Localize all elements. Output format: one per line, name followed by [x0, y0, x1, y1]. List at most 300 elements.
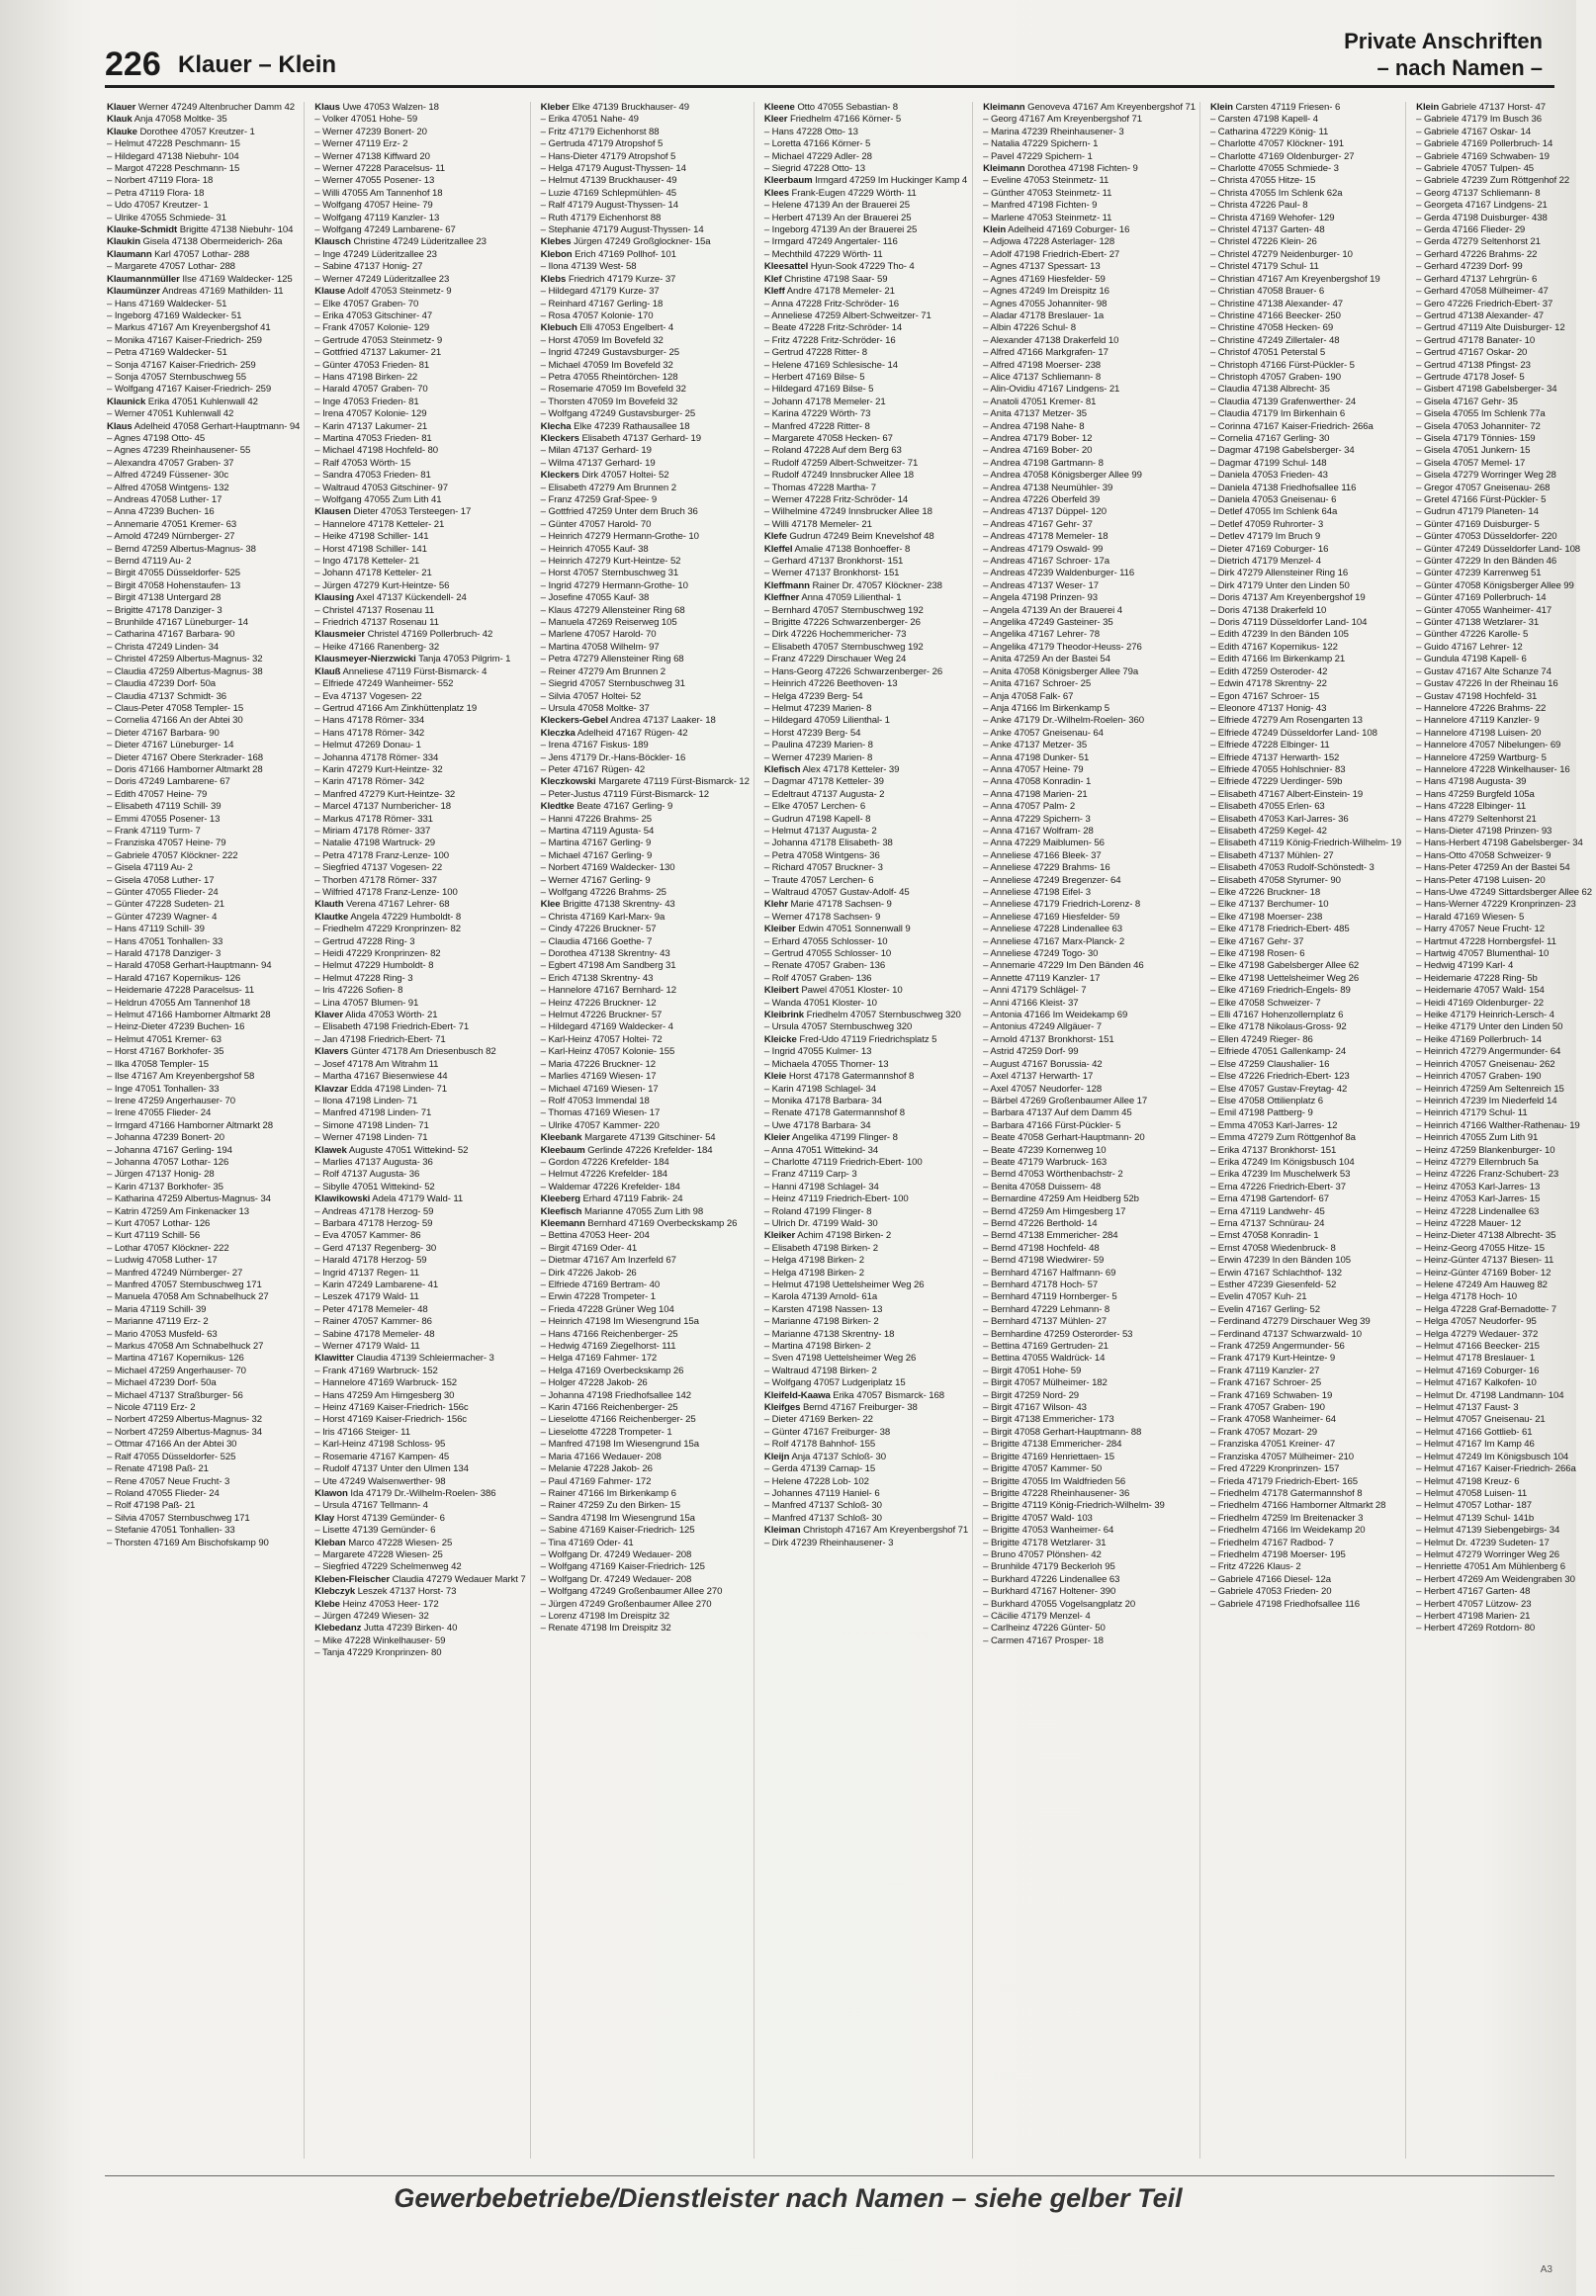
- directory-entry: [107, 666, 300, 678]
- directory-entry: [983, 642, 1196, 654]
- entry-details: Anna 47229 Maiblumen- 56: [990, 838, 1105, 849]
- directory-entry: [314, 1243, 525, 1255]
- entry-details: Inge 47051 Tonhallen- 33: [114, 1083, 220, 1095]
- directory-entry: [983, 1390, 1196, 1402]
- entry-details: Markus 47178 Römer- 331: [322, 813, 433, 825]
- entry-details: Günter 47249 Düsseldorfer Land- 108: [1423, 543, 1581, 555]
- entry-details: Jürgen 47279 Kurt-Heintze- 56: [322, 579, 450, 591]
- entry-details: Heinrich 47179 Schul- 11: [1423, 1107, 1528, 1119]
- directory-entry: [764, 887, 968, 899]
- entry-details: Hedwig 47199 Karl- 4: [1423, 960, 1514, 972]
- entry-details: Volker 47051 Hohe- 59: [322, 114, 418, 126]
- entry-details: Christine 47249 Lüderitzallee 23: [353, 236, 487, 248]
- entry-details: Sibylle 47051 Wittekind- 52: [322, 1181, 435, 1192]
- entry-details: Dirk 47279 Allensteiner Ring 16: [1217, 568, 1349, 579]
- entry-details: Ulrich Dr. 47199 Wald- 30: [771, 1217, 878, 1229]
- entry-details: Claudia 47139 Schleiermacher- 3: [356, 1353, 494, 1365]
- directory-entry: [983, 114, 1196, 126]
- directory-entry: [764, 764, 968, 776]
- directory-entry: [764, 789, 968, 801]
- entry-details: Gabriele 47057 Klöckner- 222: [114, 849, 238, 861]
- entry-details: Norbert 47259 Albertus-Magnus- 32: [114, 1414, 263, 1426]
- directory-entry: [764, 1206, 968, 1218]
- entry-details: Angelika 47167 Lehrer- 78: [990, 629, 1100, 641]
- directory-entry: [314, 752, 525, 764]
- directory-entry: [1416, 666, 1592, 678]
- entry-details: Iris 47166 Steiger- 11: [322, 1426, 410, 1438]
- entry-details: Elke 47058 Schweizer- 7: [1217, 997, 1321, 1009]
- directory-entry: [983, 470, 1196, 482]
- directory-entry: [764, 1132, 968, 1144]
- directory-entry: [1416, 372, 1592, 384]
- directory-entry: [764, 1329, 968, 1341]
- directory-entry: [314, 1561, 525, 1573]
- directory-entry: [1210, 1488, 1401, 1500]
- entry-details: Heinrich 47239 Im Niederfeld 14: [1423, 1095, 1557, 1106]
- entry-details: Harald 47058 Gerhart-Hauptmann- 94: [114, 960, 272, 972]
- directory-entry: [314, 789, 525, 801]
- entry-details: Andrea 47058 Königsberger Allee 99: [990, 470, 1142, 482]
- entry-details: Tina 47169 Oder- 41: [548, 1537, 634, 1548]
- directory-entry: [983, 691, 1196, 703]
- entry-details: Bernhard 47137 Mühlen- 27: [990, 1316, 1107, 1328]
- entry-details: Irmgard 47259 Im Huckinger Kamp 4: [815, 175, 968, 187]
- directory-entry: [1210, 580, 1401, 592]
- entry-surname: Kleifges: [763, 1402, 801, 1414]
- directory-entry: [541, 458, 750, 470]
- directory-entry: [1210, 1145, 1401, 1157]
- entry-details: Günter 47229 In den Bänden 46: [1423, 556, 1557, 568]
- directory-entry: [541, 1010, 750, 1021]
- entry-details: Andreas 47137 Düppel- 120: [990, 506, 1107, 518]
- directory-entry: [541, 397, 750, 408]
- directory-entry: [1210, 1010, 1401, 1021]
- entry-details: Helmut 47167 Kalkofen- 10: [1423, 1377, 1537, 1389]
- entry-details: Marianne 47119 Erz- 2: [114, 1316, 209, 1328]
- directory-entry: [1210, 924, 1401, 935]
- directory-entry: [983, 1120, 1196, 1132]
- entry-details: Michael 47169 Wiesen- 17: [548, 1083, 659, 1095]
- entry-details: Andreas 47239 Waldenburger- 116: [990, 568, 1135, 579]
- directory-entry: [107, 114, 300, 126]
- entry-details: Margarete 47139 Gitschiner- 54: [584, 1132, 716, 1144]
- entry-details: Margot 47228 Peschmann- 15: [114, 163, 240, 175]
- entry-details: Inge 47249 Lüderitzallee 23: [322, 248, 437, 260]
- entry-details: Anna 47051 Wittekind- 34: [771, 1144, 879, 1156]
- entry-details: Ida 47179 Dr.-Wilhelm-Roelen- 386: [350, 1487, 496, 1499]
- directory-entry: [541, 335, 750, 347]
- entry-details: Jürgen 47137 Honig- 28: [114, 1169, 215, 1181]
- directory-entry: [1210, 862, 1401, 874]
- directory-entry: [541, 213, 750, 224]
- directory-entry: [1416, 1414, 1592, 1426]
- entry-details: Josefine 47055 Kauf- 38: [548, 592, 650, 604]
- directory-entry: [314, 1280, 525, 1291]
- directory-entry: [541, 1586, 750, 1598]
- entry-details: Christoph 47057 Graben- 190: [1217, 371, 1342, 383]
- directory-entry: [983, 102, 1196, 114]
- directory-entry: [314, 814, 525, 826]
- directory-entry: [1210, 1316, 1401, 1328]
- entry-details: Christel 47279 Neidenburger- 10: [1217, 248, 1353, 260]
- entry-details: Horst 47169 Kaiser-Friedrich- 156c: [322, 1414, 468, 1426]
- directory-entry: [764, 322, 968, 334]
- entry-details: Manfred 47057 Sternbuschweg 171: [114, 1280, 262, 1290]
- entry-details: Johanna 47178 Römer- 334: [322, 751, 439, 763]
- directory-entry: [764, 826, 968, 838]
- directory-entry: [107, 715, 300, 727]
- directory-entry: [541, 642, 750, 654]
- directory-entry: [983, 789, 1196, 801]
- entry-surname: Klaunick: [107, 396, 146, 407]
- entry-details: Sabine 47178 Memeler- 48: [322, 1328, 435, 1340]
- page-code: A3: [1540, 2264, 1552, 2275]
- directory-entry: [541, 249, 750, 261]
- entry-details: Dorothee 47057 Kreutzer- 1: [139, 126, 255, 137]
- directory-entry: [764, 936, 968, 948]
- entry-details: Waltraud 47057 Gustav-Adolf- 45: [771, 887, 910, 898]
- directory-entry: [107, 1488, 300, 1500]
- entry-details: Heike 47166 Ranenberg- 32: [322, 641, 440, 653]
- entry-details: Achim 47198 Birken- 2: [797, 1230, 892, 1242]
- directory-entry: [1210, 1452, 1401, 1463]
- directory-entry: [1210, 1107, 1401, 1119]
- entry-details: Anja 47058 Falk- 67: [990, 690, 1074, 702]
- entry-details: Detlef 47055 Im Schlenk 64a: [1217, 506, 1338, 518]
- directory-entry: [107, 1084, 300, 1096]
- entry-details: Johanna 47239 Bonert- 20: [114, 1132, 225, 1144]
- directory-entry: [541, 678, 750, 690]
- entry-details: Edwin 47051 Sonnenwall 9: [798, 924, 911, 935]
- entry-details: Helmut 47226 Krefelder- 184: [548, 1169, 667, 1181]
- directory-entry: [983, 1635, 1196, 1647]
- entry-details: Jan 47198 Friedrich-Ebert- 71: [322, 1033, 446, 1045]
- directory-entry: [107, 531, 300, 543]
- entry-details: Peter 47167 Rügen- 42: [548, 763, 646, 775]
- entry-details: Heinrich 47259 Am Seltenreich 15: [1423, 1083, 1564, 1095]
- directory-entry: [541, 826, 750, 838]
- directory-entry: [314, 715, 525, 727]
- directory-entry: [314, 862, 525, 874]
- directory-entry: [764, 568, 968, 579]
- directory-entry: [314, 1341, 525, 1353]
- entry-details: Hanni 47198 Schlagel- 34: [771, 1181, 879, 1192]
- entry-details: Friedhelm 47259 Im Breitenacker 3: [1217, 1512, 1364, 1524]
- entry-details: Hans-Peter 47259 An der Bastei 54: [1423, 862, 1570, 874]
- directory-entry: [764, 433, 968, 445]
- entry-details: Gregor 47057 Gneisenau- 268: [1423, 482, 1551, 493]
- entry-details: Dietmar 47167 Am Inzerfeld 67: [548, 1255, 676, 1267]
- directory-entry: [1416, 912, 1592, 924]
- directory-entry: [1416, 1353, 1592, 1365]
- entry-details: Iris 47226 Sofien- 8: [322, 985, 403, 997]
- directory-entry: [314, 728, 525, 740]
- directory-entry: [107, 752, 300, 764]
- directory-entry: [1210, 875, 1401, 887]
- directory-entry: [541, 1476, 750, 1488]
- entry-surname: Kleebaum: [540, 1144, 585, 1156]
- directory-entry: [541, 617, 750, 629]
- directory-entry: [1416, 642, 1592, 654]
- entry-details: Wolfgang 47057 Heine- 79: [322, 200, 433, 212]
- directory-entry: [1210, 1096, 1401, 1107]
- directory-entry: [541, 494, 750, 506]
- entry-details: Erwin 47167 Schlachthof- 132: [1217, 1267, 1342, 1279]
- directory-entry: [1210, 654, 1401, 665]
- entry-details: Agnes 47198 Otto- 45: [114, 432, 206, 444]
- directory-entry: [314, 175, 525, 187]
- entry-details: Erwin 47239 In den Bänden 105: [1217, 1255, 1351, 1267]
- entry-details: Andrea 47198 Nahe- 8: [990, 420, 1085, 432]
- entry-details: Helmut 47139 Bruckhauser- 49: [548, 175, 677, 187]
- directory-entry: [107, 1316, 300, 1328]
- directory-entry: [764, 1513, 968, 1525]
- directory-entry: [1416, 899, 1592, 911]
- entry-details: Herbert 47198 Marien- 21: [1423, 1610, 1531, 1622]
- directory-entry: [983, 629, 1196, 641]
- directory-columns: [107, 102, 1592, 2159]
- entry-details: Karl-Heinz 47057 Kolonie- 155: [548, 1046, 675, 1058]
- entry-details: Herbert 47057 Lützow- 23: [1423, 1598, 1532, 1610]
- directory-entry: [541, 776, 750, 788]
- directory-entry: [107, 299, 300, 310]
- entry-details: Rosemarie 47059 Im Bovefeld 32: [548, 384, 686, 396]
- entry-details: Karl-Heinz 47198 Schloss- 95: [322, 1439, 446, 1451]
- entry-details: Gerda 47198 Duisburger- 438: [1423, 212, 1548, 223]
- entry-details: Emma 47279 Zum Röttgenhof 8a: [1217, 1132, 1356, 1144]
- directory-entry: [764, 1316, 968, 1328]
- directory-entry: [1416, 862, 1592, 874]
- entry-details: Dagmar 47199 Schul- 148: [1217, 457, 1327, 469]
- entry-details: Hans-Dieter 47179 Atropshof 5: [548, 150, 676, 162]
- entry-details: Friedhelm 47178 Gatermannshof 8: [1217, 1487, 1363, 1499]
- entry-surname: Klawikowski: [314, 1193, 371, 1205]
- entry-details: Willi 47055 Am Tannenhof 18: [322, 187, 443, 199]
- directory-entry: [107, 948, 300, 960]
- directory-entry: [1210, 310, 1401, 322]
- directory-entry: [314, 936, 525, 948]
- directory-entry: [983, 1427, 1196, 1439]
- entry-details: Gabriele 47169 Pollerbruch- 14: [1423, 138, 1553, 150]
- directory-entry: [1210, 286, 1401, 298]
- entry-details: Rainer 47057 Kammer- 86: [322, 1316, 432, 1328]
- entry-details: Adela 47179 Wald- 11: [372, 1193, 464, 1205]
- directory-entry: [541, 274, 750, 286]
- entry-details: Silvia 47057 Sternbuschweg 171: [114, 1512, 250, 1524]
- entry-details: Rainer 47166 Im Birkenkamp 6: [548, 1487, 676, 1499]
- entry-details: Ruth 47179 Eichenhorst 88: [548, 212, 662, 223]
- entry-details: Hans 47198 Birken- 22: [322, 371, 418, 383]
- entry-surname: Klawitter: [314, 1353, 354, 1365]
- entry-details: Johann 47178 Memeler- 21: [771, 396, 886, 407]
- directory-entry: [1210, 666, 1401, 678]
- entry-details: Wolfgang Dr. 47249 Wedauer- 208: [548, 1573, 692, 1585]
- directory-entry: [1210, 789, 1401, 801]
- entry-details: Fred 47229 Kronprinzen- 157: [1217, 1463, 1340, 1475]
- entry-details: Manuela 47058 Am Schnabelhuck 27: [114, 1291, 269, 1303]
- entry-details: Heike 47198 Schiller- 141: [322, 531, 429, 543]
- entry-details: Hannelore 47198 Luisen- 20: [1423, 727, 1542, 739]
- directory-entry: [541, 433, 750, 445]
- entry-details: Milan 47137 Gerhard- 19: [548, 445, 652, 457]
- directory-entry: [1416, 483, 1592, 494]
- entry-details: Charlotte 47169 Oldenburger- 27: [1217, 150, 1355, 162]
- entry-details: Angelika 47179 Theodor-Heuss- 276: [990, 641, 1142, 653]
- directory-entry: [541, 445, 750, 457]
- entry-details: Helene 47249 Am Hauweg 82: [1423, 1280, 1548, 1290]
- directory-entry: [541, 1488, 750, 1500]
- entry-surname: Klausmeyer-Nierzwicki: [314, 654, 416, 665]
- directory-entry: [314, 776, 525, 788]
- entry-details: Günter 47239 Karrenweg 51: [1423, 568, 1542, 579]
- entry-details: Hannelore 47167 Bernhard- 12: [548, 985, 676, 997]
- directory-entry: [1210, 1268, 1401, 1280]
- directory-entry: [1210, 728, 1401, 740]
- directory-entry: [764, 1452, 968, 1463]
- entry-details: Gottfried 47259 Unter dem Bruch 36: [548, 506, 698, 518]
- directory-entry: [107, 200, 300, 212]
- directory-entry: [1210, 617, 1401, 629]
- entry-details: Antonia 47166 Im Weidekamp 69: [990, 1010, 1128, 1021]
- directory-entry: [764, 506, 968, 518]
- entry-details: Christel 47169 Pollerbruch- 42: [367, 629, 493, 641]
- entry-details: Helmut 47139 Schul- 141b: [1423, 1512, 1535, 1524]
- entry-surname: Klebes: [540, 236, 572, 248]
- directory-entry: [1416, 629, 1592, 641]
- entry-details: Hans-Uwe 47249 Sittardsberger Allee 62: [1423, 887, 1592, 898]
- entry-details: Elke 47226 Bruckner- 18: [1217, 887, 1321, 898]
- directory-entry: [983, 1414, 1196, 1426]
- entry-details: Claudia 47138 Albrecht- 35: [1217, 384, 1330, 396]
- directory-entry: [764, 1071, 968, 1083]
- entry-details: Marcel 47137 Nurnbericher- 18: [322, 801, 451, 813]
- entry-details: Bernhard 47057 Sternbuschweg 192: [771, 604, 924, 616]
- directory-entry: [1416, 1046, 1592, 1058]
- directory-entry: [541, 1402, 750, 1414]
- directory-entry: [314, 1169, 525, 1181]
- entry-details: Corinna 47167 Kaiser-Friedrich- 266a: [1217, 420, 1374, 432]
- directory-entry: [314, 200, 525, 212]
- directory-entry: [1210, 752, 1401, 764]
- entry-details: Hans 47051 Tonhallen- 33: [114, 935, 223, 947]
- directory-entry: [764, 1182, 968, 1193]
- entry-details: Mechthild 47229 Wörth- 11: [771, 248, 883, 260]
- entry-details: Manfred 47198 Fichten- 9: [990, 200, 1098, 212]
- entry-details: Leszek 47137 Horst- 73: [357, 1586, 457, 1598]
- entry-details: Irene 47259 Angerhauser- 70: [114, 1095, 235, 1106]
- directory-entry: [107, 789, 300, 801]
- directory-entry: [983, 421, 1196, 433]
- entry-details: Christel 47226 Klein- 26: [1217, 236, 1317, 248]
- directory-entry: [1416, 1623, 1592, 1634]
- directory-entry: [541, 138, 750, 150]
- directory-entry: [1416, 494, 1592, 506]
- directory-entry: [107, 261, 300, 273]
- directory-entry: [983, 506, 1196, 518]
- entry-surname: Klauer: [107, 102, 136, 113]
- entry-details: Anneliese 47179 Friedrich-Lorenz- 8: [990, 899, 1141, 911]
- entry-details: Adolf 47198 Friedrich-Ebert- 27: [990, 248, 1120, 260]
- directory-entry: [314, 1096, 525, 1107]
- entry-details: Josef 47178 Am Witrahm 11: [322, 1058, 439, 1070]
- entry-details: Pavel 47229 Spichern- 1: [990, 150, 1093, 162]
- entry-details: Heidemarie 47228 Ring- 5b: [1423, 972, 1538, 984]
- entry-details: Ilse 47167 Am Kreyenbergshof 58: [114, 1071, 255, 1083]
- directory-entry: [541, 998, 750, 1010]
- entry-surname: Klausmeier: [314, 629, 366, 641]
- entry-details: Helga 47239 Berg- 54: [771, 690, 863, 702]
- entry-details: Ludwig 47058 Luther- 17: [114, 1255, 218, 1267]
- entry-details: Catharina 47229 König- 11: [1217, 126, 1329, 137]
- entry-details: Edith 47166 Im Birkenkamp 21: [1217, 654, 1346, 665]
- entry-details: Detlev 47179 Im Bruch 9: [1217, 531, 1321, 543]
- directory-entry: [107, 494, 300, 506]
- directory-entry: [1416, 556, 1592, 568]
- entry-details: Hannelore 47169 Warbruck- 152: [322, 1377, 458, 1389]
- entry-details: Gerda 47279 Seltenhorst 21: [1423, 236, 1541, 248]
- entry-details: Cornelia 47166 An der Abtei 30: [114, 715, 243, 727]
- directory-entry: [107, 1452, 300, 1463]
- directory-entry: [983, 1280, 1196, 1291]
- entry-details: Elfriede 47229 Uerdinger- 59b: [1217, 776, 1343, 788]
- directory-entry: [764, 678, 968, 690]
- entry-details: Günter 47053 Düsseldorfer- 220: [1423, 531, 1557, 543]
- entry-surname: Kleifeld-Kaawa: [763, 1389, 831, 1401]
- entry-details: Karin 47249 Lambarene- 41: [322, 1280, 439, 1290]
- directory-entry: [107, 433, 300, 445]
- directory-entry: [764, 1390, 968, 1402]
- entry-details: Adelheid 47169 Coburger- 16: [1008, 224, 1130, 236]
- directory-entry: [1210, 224, 1401, 236]
- entry-details: Hildegard 47138 Niebuhr- 104: [114, 150, 239, 162]
- entry-details: Elke 47139 Bruckhauser- 49: [572, 102, 689, 113]
- directory-entry: [1210, 1230, 1401, 1242]
- entry-details: Stephanie 47179 August-Thyssen- 14: [548, 224, 704, 236]
- entry-details: Emma 47053 Karl-Jarres- 12: [1217, 1119, 1338, 1131]
- directory-entry: [983, 224, 1196, 236]
- directory-entry: [541, 1525, 750, 1537]
- directory-entry: [107, 862, 300, 874]
- directory-entry: [983, 544, 1196, 556]
- directory-entry: [764, 703, 968, 715]
- entry-details: Thorsten 47059 Im Bovefeld 32: [548, 396, 678, 407]
- entry-details: Edda 47198 Linden- 71: [350, 1083, 447, 1095]
- directory-entry: [1416, 236, 1592, 248]
- entry-details: Claudia 47179 Im Birkenhain 6: [1217, 408, 1346, 420]
- entry-details: Helmut 47139 Siebengebirgs- 34: [1423, 1525, 1560, 1537]
- directory-entry: [1210, 1071, 1401, 1083]
- entry-details: Markus 47058 Am Schnabelhuck 27: [114, 1341, 264, 1353]
- directory-entry: [764, 1230, 968, 1242]
- entry-details: Brigitte 47057 Kammer- 50: [990, 1463, 1103, 1475]
- directory-entry: [1210, 1169, 1401, 1181]
- directory-entry: [983, 826, 1196, 838]
- directory-entry: [107, 899, 300, 911]
- directory-entry: [983, 397, 1196, 408]
- entry-details: Thorben 47178 Römer- 337: [321, 874, 437, 886]
- entry-details: Roland 47228 Auf dem Berg 63: [771, 445, 902, 457]
- directory-entry: [1210, 1059, 1401, 1071]
- entry-details: Helga 47178 Hoch- 10: [1423, 1291, 1517, 1303]
- entry-details: Birgit 47055 Düsseldorfer- 525: [114, 568, 240, 579]
- directory-entry: [764, 102, 968, 114]
- directory-entry: [1210, 960, 1401, 972]
- entry-details: Paul 47169 Fahmer- 172: [548, 1475, 652, 1487]
- entry-details: Sabine 47169 Kaiser-Friedrich- 125: [548, 1525, 695, 1537]
- entry-details: Lieselotte 47166 Reichenberger- 25: [548, 1414, 696, 1426]
- entry-details: Horst 47167 Borkhofer- 35: [114, 1046, 224, 1058]
- entry-surname: Klefe: [763, 531, 787, 543]
